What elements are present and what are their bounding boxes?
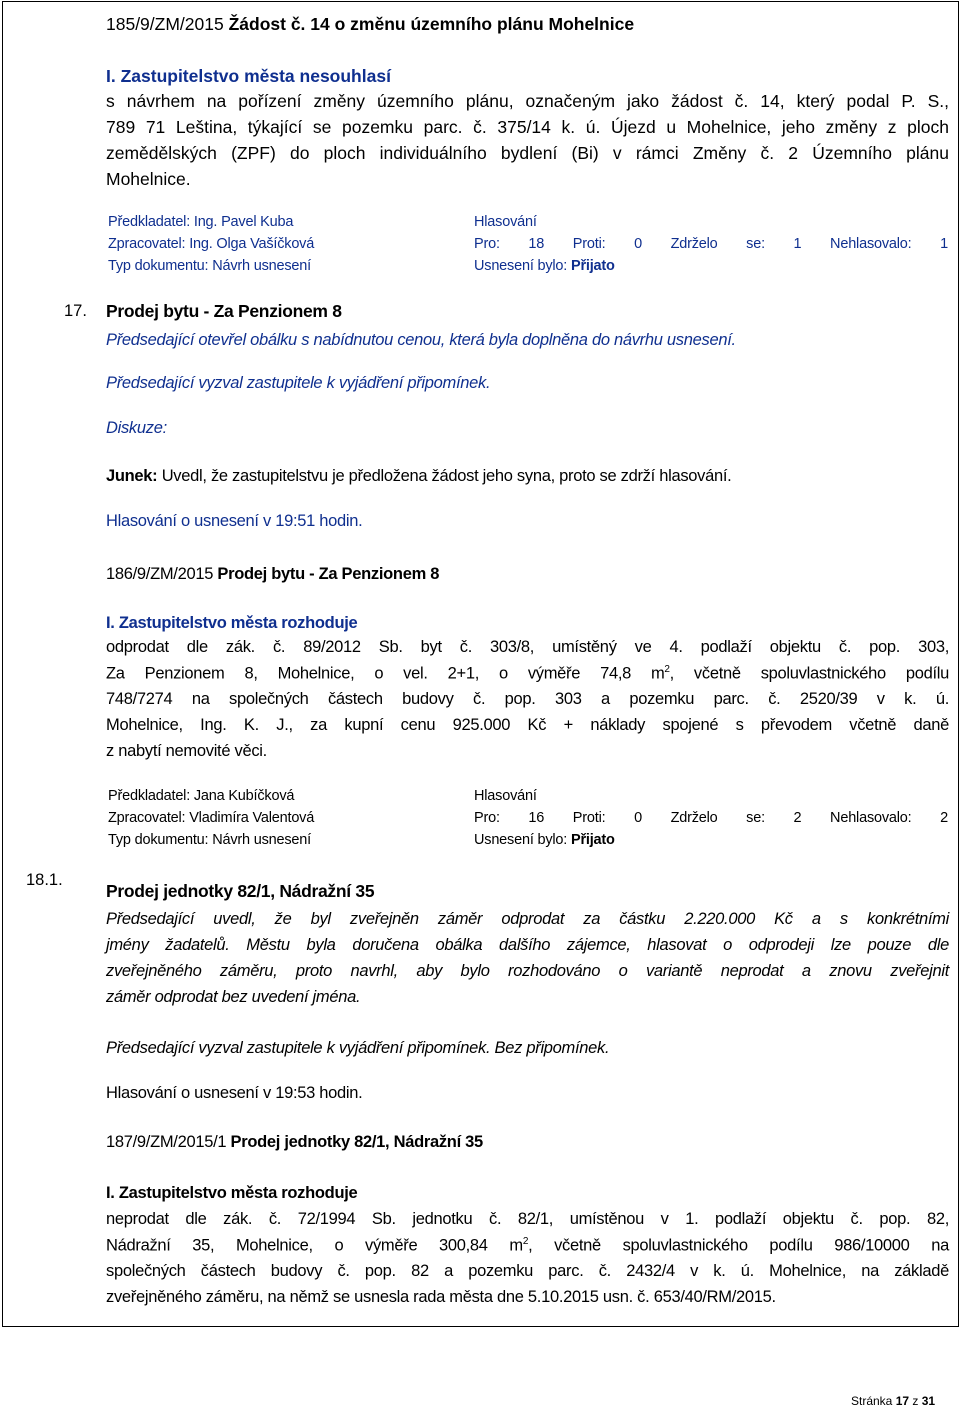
s17-discussion-label: Diskuze: xyxy=(106,419,167,437)
page-label: Stránka xyxy=(851,1394,893,1408)
s18-text-line-1: neprodat dle zák. č. 72/1994 Sb. jednotku č. 82/1, umístěnou v 1. podlaží objektu č. pop. 82, xyxy=(106,1210,949,1228)
s17-ref: 186/9/ZM/2015 xyxy=(106,565,214,583)
s18-vote-time: Hlasování o usnesení v 19:53 hodin. xyxy=(106,1084,363,1102)
page-number xyxy=(851,1394,935,1408)
s17-text-line-5: z nabytí nemovité věci. xyxy=(106,742,267,760)
s17-title: Prodej bytu - Za Penzionem 8 xyxy=(106,301,342,321)
s16-result-value: Přijato xyxy=(570,258,615,274)
s17-decision: I. Zastupitelstvo města rozhoduje xyxy=(106,614,358,632)
s18-text-line-2b: , včetně spoluvlastnického podílu 986/10000 na xyxy=(528,1236,950,1255)
s18-area-unit-exponent: 2 xyxy=(522,1236,529,1247)
s16-result-label: Usnesení bylo: xyxy=(474,258,568,274)
s18-ref: 187/9/ZM/2015/1 xyxy=(106,1133,227,1151)
s18-text-line-4: zveřejněného záměru, na němž se usnesla rada města dne 5.10.2015 usn. č. 653/40/RM/2015. xyxy=(106,1288,776,1306)
s17-speaker: Junek: xyxy=(106,467,158,485)
s18-note-1-line-1: Předsedající uvedl, že byl zveřejněn záměr odprodat za částku 2.220.000 Kč a s konkrétními xyxy=(106,910,949,928)
s16-result xyxy=(474,258,615,274)
s16-text-line-3: zemědělských (ZPF) do ploch individuálního bydlení (Bi) v rámci Změny č. 2 Územního plánu xyxy=(106,143,949,163)
page-separator: z xyxy=(912,1394,919,1408)
s17-text-line-4: Mohelnice, Ing. K. J., za kupní cenu 925.000 Kč + náklady spojené s převodem včetně daně xyxy=(106,716,949,734)
s16-text-line-2: 789 71 Leština, týkající se pozemku parc. č. 375/14 k. ú. Újezd u Mohelnice, jeho změny z ploch xyxy=(106,117,949,137)
s16-processor: Zpracovatel: Ing. Olga Vašíčková xyxy=(108,236,315,252)
page-total: 31 xyxy=(921,1394,936,1408)
s18-resolution-heading xyxy=(106,1133,483,1152)
s18-note-1-line-3: zveřejněného záměru, proto navrhl, aby bylo rozhodováno o variantě neprodat a znovu zveřejnit xyxy=(106,962,949,980)
s17-doc-type: Typ dokumentu: Návrh usnesení xyxy=(108,832,311,848)
s17-text-line-3: 748/7274 na společných částech budovy č. pop. 303 a pozemku parc. č. 2520/39 v k. ú. xyxy=(106,690,949,708)
s16-proposer: Předkladatel: Ing. Pavel Kuba xyxy=(108,214,294,230)
s17-result xyxy=(474,832,615,848)
s18-number: 18.1. xyxy=(26,871,63,889)
s17-vote-time: Hlasování o usnesení v 19:51 hodin. xyxy=(106,512,363,530)
s17-text-line-1: odprodat dle zák. č. 89/2012 Sb. byt č. 303/8, umístěný ve 4. podlaží objektu č. pop. 303, xyxy=(106,638,949,656)
s16-decision: I. Zastupitelstvo města nesouhlasí xyxy=(106,66,391,86)
s16-resolution-heading xyxy=(106,14,634,35)
s18-text-line-2 xyxy=(106,1236,949,1256)
s18-title: Prodej jednotky 82/1, Nádražní 35 xyxy=(106,881,375,901)
s18-note-1-line-4: záměr odprodat bez uvedení jména. xyxy=(106,988,361,1006)
s17-proposer: Předkladatel: Jana Kubíčková xyxy=(108,788,295,804)
s16-text-line-1: s návrhem na pořízení změny územního plánu, označeným jako žádost č. 14, který podal P. S., xyxy=(106,91,949,111)
s17-vote-counts: Pro: 16 Proti: 0 Zdrželo se: 2 Nehlasovalo: 2 xyxy=(474,810,948,826)
s17-result-label: Usnesení bylo: xyxy=(474,832,568,848)
s18-text-line-3: společných částech budovy č. pop. 82 a pozemku parc. č. 2432/4 v k. ú. Mohelnice, na základě xyxy=(106,1262,949,1280)
s17-area-unit-exponent: 2 xyxy=(664,664,670,675)
s18-text-line-2a: Nádražní 35, Mohelnice, o výměře 300,84 m xyxy=(106,1236,523,1255)
s16-vote-label: Hlasování xyxy=(474,214,537,230)
page-current: 17 xyxy=(895,1394,910,1408)
s17-note-1: Předsedající otevřel obálku s nabídnutou cenou, která byla doplněna do návrhu usnesení. xyxy=(106,331,736,349)
s17-speech-text: Uvedl, že zastupitelstvu je předložena žádost jeho syna, proto se zdrží hlasování. xyxy=(161,467,732,485)
s18-decision: I. Zastupitelstvo města rozhoduje xyxy=(106,1184,358,1202)
s18-note-1-line-2: jmény žadatelů. Městu byla doručena obálka dalšího zájemce, hlasovat o odprodeji lze pouze dle xyxy=(106,936,949,954)
s17-result-value: Přijato xyxy=(570,832,615,848)
s17-text-line-2a: Za Penzionem 8, Mohelnice, o vel. 2+1, o výměře 74,8 m xyxy=(106,664,665,683)
s16-doc-type: Typ dokumentu: Návrh usnesení xyxy=(108,258,311,274)
s18-note-2: Předsedající vyzval zastupitele k vyjádření připomínek. Bez připomínek. xyxy=(106,1039,610,1057)
s18-ref-title: Prodej jednotky 82/1, Nádražní 35 xyxy=(230,1133,483,1151)
s17-text-line-2b: , včetně spoluvlastnického podílu xyxy=(669,664,949,683)
s17-note-2: Předsedající vyzval zastupitele k vyjádření připomínek. xyxy=(106,374,491,392)
s17-resolution-heading xyxy=(106,565,439,584)
s17-vote-label: Hlasování xyxy=(474,788,537,804)
s17-number: 17. xyxy=(64,302,87,320)
s17-text-line-2 xyxy=(106,664,949,684)
s17-ref-title: Prodej bytu - Za Penzionem 8 xyxy=(217,565,440,583)
s17-speech xyxy=(106,467,731,486)
s16-ref: 185/9/ZM/2015 xyxy=(106,14,224,34)
s16-vote-counts: Pro: 18 Proti: 0 Zdrželo se: 1 Nehlasovalo: 1 xyxy=(474,236,948,252)
s17-processor: Zpracovatel: Vladimíra Valentová xyxy=(108,810,315,826)
s16-text-line-4: Mohelnice. xyxy=(106,169,191,189)
s16-ref-title: Žádost č. 14 o změnu územního plánu Mohelnice xyxy=(228,14,635,34)
